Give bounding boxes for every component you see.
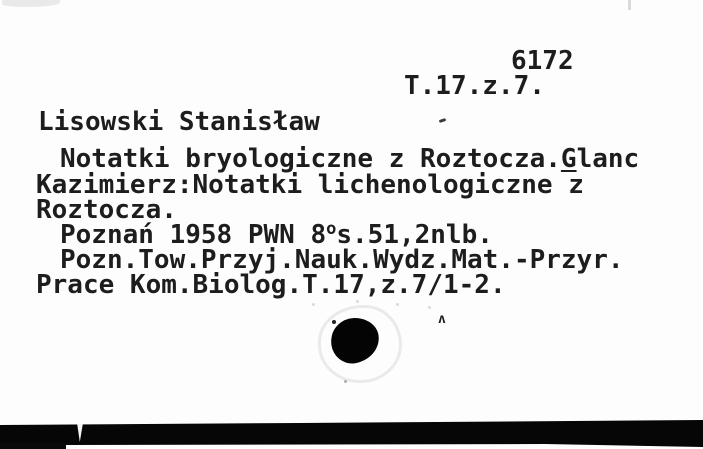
title-line-1 [60, 146, 639, 172]
title-line-1-pre: Notatki bryologiczne z Roztocza. [60, 144, 561, 174]
faint-speck [428, 306, 431, 309]
faint-speck [312, 303, 315, 306]
pen-tick-mark [439, 118, 447, 123]
caret-pen-mark: ʌ [438, 312, 446, 327]
faint-speck [396, 303, 399, 306]
title-line-3: Roztocza. [36, 195, 177, 225]
series-line-1: Pozn.Tow.Przyj.Nauk.Wydz.Mat.-Przyr. [60, 245, 624, 275]
volume-reference: T.17.z.7. [404, 71, 545, 101]
series-line-2: Prace Kom.Biolog.T.17,z.7/1-2. [36, 270, 506, 300]
scan-smudge-top-left [2, 0, 60, 7]
scan-tick-top [628, 0, 631, 10]
title-line-1-underlined-letter: G [560, 144, 577, 174]
title-line-2: Kazimierz:Notatki lichenologiczne z [36, 170, 584, 200]
ink-speck [332, 320, 336, 324]
catalog-number: 6172 [511, 46, 574, 76]
title-line-1-post: lanc [576, 144, 640, 174]
scan-bar-stub [0, 443, 66, 449]
scan-bar-shape [0, 418, 703, 449]
imprint-superscript-o: o [326, 219, 337, 239]
scan-bar-bottom [0, 418, 703, 449]
author-line: Lisowski Stanisław [38, 107, 320, 137]
ink-speck [344, 380, 347, 383]
faint-speck [356, 300, 359, 303]
imprint-post: s.51,2nlb. [336, 220, 493, 250]
imprint-pre: Poznań 1958 PWN 8 [60, 220, 327, 250]
